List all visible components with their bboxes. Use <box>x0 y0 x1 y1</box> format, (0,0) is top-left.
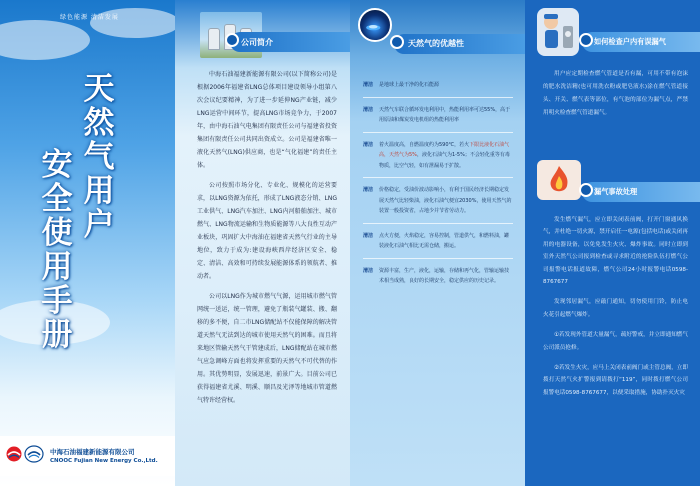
leak-check-paragraph: 用户应定期检查燃气管道是否有漏，可用不带有泡沫的肥水洗洁精(也可用洗衣粉或肥皂液水)涂在燃气管道接头、开关、燃气表等部位，有气泡的部位为漏气点，严禁用明火检查燃气管道漏气。 <box>543 71 688 116</box>
company-logo-bar <box>0 436 175 476</box>
item-tag: 清洁 <box>363 267 374 274</box>
item-text-highlight: 下限比液化石油气高，天然气为5% <box>379 141 510 158</box>
item-text: 价格稳定，受油价波动影响小，有利于国民经济长期稳定发展天然气比轻柴油，液化石油气便宜2030%，使用天然气的装置一般投资省，占地少并节省劳动力。 <box>379 187 512 214</box>
item-text: 资源丰富，生产，液化，运输，存储和再气化，管输运输技术相当成熟，良好的长期安全，稳定供应的历史记录。 <box>379 267 510 284</box>
cover-title-column-1 <box>82 72 116 242</box>
title-char: 天 <box>83 71 115 107</box>
banner-bullet-icon <box>579 183 593 197</box>
company-name-cn: 中海石油福建新能源有限公司 <box>50 448 135 456</box>
banner-bullet-icon <box>225 33 239 47</box>
leak-check-heading: 如何检查户内有误漏气 <box>594 37 666 46</box>
accident-paragraph: ②若发生火灾，应马上关闭表前阀门或主管总阀，立即拨打天然气火扩警报到请拨打“119”，同时拨打燃气公司报警电话0598-8767677，以便采取措施，协助扑灭火灾 <box>543 365 688 396</box>
title-char: 气 <box>83 139 115 175</box>
divider <box>363 258 513 259</box>
title-char: 然 <box>83 105 115 141</box>
cloud-decoration <box>0 20 90 60</box>
profile-paragraph: 中海石油福建新能源有限公司(以下简称公司)是根据2006年福建省LNG总体项目建设领导小组第八次会议纪要精神，为了进一步延伸NG产业链，减少LNG运营中间环节，提高LNG市场竞争力，于2007年，由中海石油气电集团有限责任公司与福建省投资集团有限责任公司共同出资成立。公司是福建省唯一液化天然气(LNG)供应商，也是“气化福建”的责任主体。 <box>197 71 337 169</box>
new-energy-logo-icon <box>24 445 44 463</box>
advantages-list <box>363 80 513 287</box>
worker-icon <box>537 8 579 56</box>
item-tag: 清洁 <box>363 82 374 88</box>
profile-heading: 公司简介 <box>241 38 273 47</box>
list-item <box>363 140 513 172</box>
banner-bullet-icon <box>390 35 404 49</box>
title-char: 手 <box>41 283 73 319</box>
banner-bullet-icon <box>579 33 593 47</box>
title-char: 安 <box>41 147 73 183</box>
item-text: 着火温度高，自燃温度约为590℃，若火 <box>379 141 470 148</box>
item-text: 天然气车联合循环发电利用中，热能利用率可达55%，高于用原油和煤炭发电机组的热能利用率 <box>379 106 511 123</box>
title-char: 使 <box>41 215 73 251</box>
profile-paragraph: 公司按照市场分化、专业化、规模化的运营要求，以LNG资源为依托，形成了LNG液态分销、LNG工业供气、LNG汽车加注、LNG内河船舶加注、城市燃气、LNG物流运输和生物质能源等八大良性互动产业板块，巩固扩大中海油在福建省天然气行业的主导地位，致力于成为:建设海峡西岸经济区安全、稳定、清洁、高效和可持续发展能源体系的领航者、推动者。 <box>197 182 337 280</box>
list-item <box>363 266 513 287</box>
item-tag: 清洁 <box>363 187 374 193</box>
storage-tank-icon <box>208 28 220 50</box>
gas-flame-icon <box>358 8 392 42</box>
safety-panel <box>525 0 700 486</box>
divider <box>363 223 513 224</box>
cover-slogan: 绿色能源 清洁发展 <box>60 14 119 21</box>
accident-paragraph: 发现邻居漏气，应敲门通知，切勿使用门铃，防止电火花引起燃气爆炸。 <box>543 299 688 318</box>
title-char: 册 <box>41 317 73 353</box>
flame-icon <box>360 10 390 40</box>
title-char: 用 <box>83 173 115 209</box>
list-item <box>363 185 513 217</box>
item-text: 是地球上最干净的化石能源 <box>379 82 440 88</box>
list-item <box>363 231 513 252</box>
cover-panel <box>0 0 175 486</box>
item-text: 点火方便，火焰稳定，容易控制，管道供气，和燃料油，罐装液化石油气相比无需仓储，搬运。 <box>379 232 510 249</box>
accident-handling-body <box>543 214 688 407</box>
title-char: 用 <box>41 249 73 285</box>
profile-paragraph: 公司以LNG作为城市燃气气源，运用城市燃气管网统一送运，统一管理，避免了瓶装气罐装、搬、翻移的多不便，自二市LNG储配站不仅能保障的解决管道天然气无法到达的城市使用天然气的困难。而且将来地区管输天然气干管建成后，LNG储配站在城市燃气应急调峰方面也将发挥重要的天然气不可代替的作用。其优势明显，发展迅速，前景广大。目前公司已获得福建省尤溪、明溪、顺昌及光泽等地城市管道燃气特许经营权。 <box>197 293 337 404</box>
cnooc-logo-icon <box>6 446 22 462</box>
divider <box>363 132 513 133</box>
fire-hazard-icon <box>537 160 581 200</box>
accident-paragraph: ①若发现外管道大量漏气，疏好警戒，并立即通知燃气公司派员抢修。 <box>543 332 688 351</box>
item-tag: 清洁 <box>363 232 374 239</box>
accident-paragraph: 发生燃气漏气，应立即关闭表前阀，打开门窗通风换气，并杜绝一切火源，禁开启任一电源(包括电话)或关闭再用的电器设备，以免免发生火灾、爆炸事故。同时立即到室外天然气公司报到检查或寻求附近的抢险队伍打燃气公司报警电话报道故障，燃气公司24小时报警电话0598-8767677 <box>543 217 688 286</box>
accident-handling-heading: 漏气事故处理 <box>594 187 638 196</box>
profile-body <box>197 68 337 414</box>
item-tag: 清洁 <box>363 106 374 113</box>
item-text: ，液化石油气为1-5%；不会轻化重等有毒物质，比空气轻，如有泄漏易于扩散。 <box>379 152 510 169</box>
leak-check-illustration <box>537 8 579 56</box>
item-tag: 清洁 <box>363 141 374 148</box>
list-item <box>363 105 513 126</box>
divider <box>363 97 513 98</box>
advantages-heading: 天然气的优越性 <box>408 39 464 48</box>
leak-accident-illustration <box>537 160 581 200</box>
title-char: 户 <box>83 207 115 243</box>
company-profile-panel <box>175 0 350 486</box>
divider <box>363 177 513 178</box>
list-item <box>363 80 513 91</box>
title-char: 全 <box>41 181 73 217</box>
cover-title-column-2 <box>40 148 74 352</box>
gas-advantages-panel <box>350 0 525 486</box>
company-name-en: CNOOC Fujian New Energy Co.,Ltd. <box>50 458 158 464</box>
